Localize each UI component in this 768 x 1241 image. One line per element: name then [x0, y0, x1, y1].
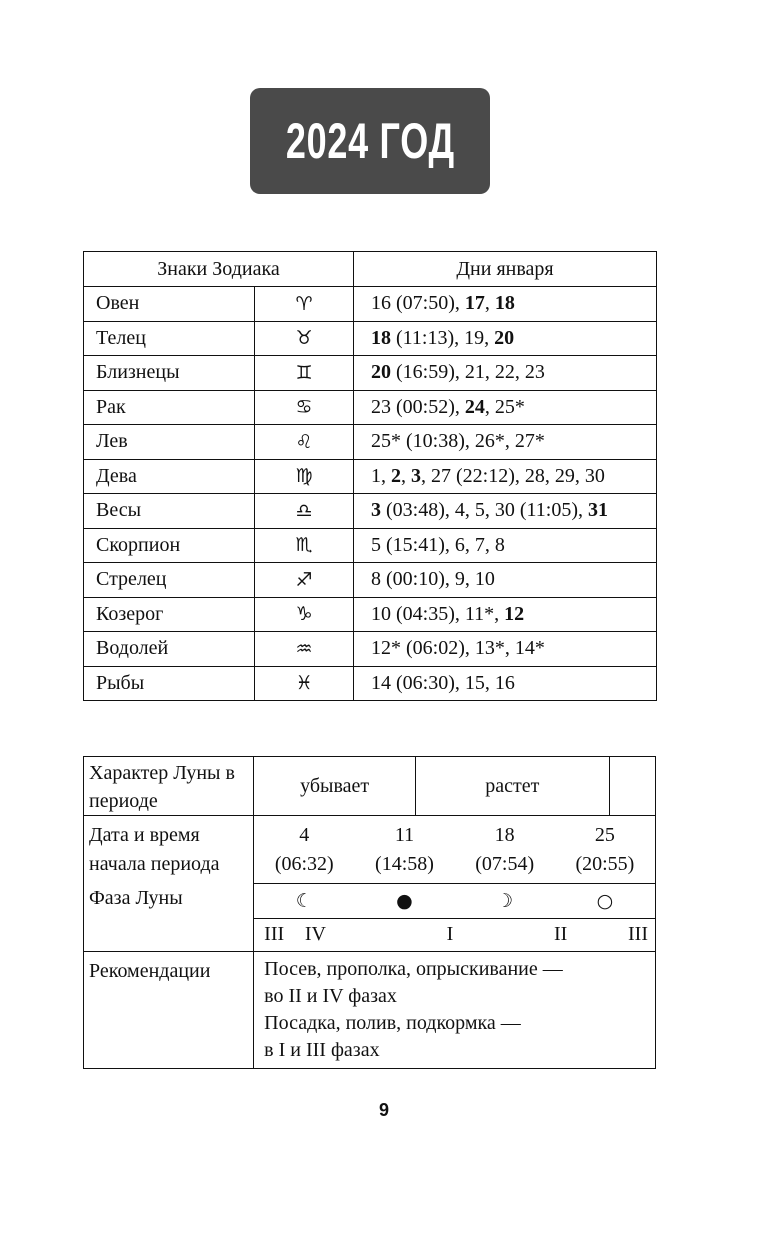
- day-text: , 25*: [484, 395, 525, 418]
- zodiac-sign-icon: ♓︎: [255, 666, 354, 701]
- zodiac-sign-icon: ♍︎: [255, 459, 354, 494]
- zodiac-row: [84, 425, 657, 460]
- zodiac-sign-icon: ♏︎: [255, 528, 354, 563]
- zodiac-days: [354, 494, 657, 529]
- day-text: 25* (10:38), 26*, 27*: [371, 430, 545, 453]
- period-dates-cell: [254, 816, 656, 884]
- recommendation-line: во II и IV фазах: [264, 985, 397, 1007]
- zodiac-sign-icon: ♊︎: [255, 356, 354, 391]
- zodiac-days: [354, 528, 657, 563]
- zodiac-days: [354, 425, 657, 460]
- zodiac-days: [354, 597, 657, 632]
- zodiac-header-row: [84, 252, 657, 287]
- zodiac-sign-name: Водолей: [84, 632, 255, 667]
- zodiac-sign-name: Весы: [84, 494, 255, 529]
- january-days-header: Дни января: [354, 252, 657, 287]
- zodiac-row: [84, 666, 657, 701]
- waxing-crescent-icon: ☽︎: [496, 889, 514, 912]
- moon-phase-cell: [254, 884, 656, 919]
- zodiac-days: [354, 356, 657, 391]
- period-date: 4 (06:32): [274, 824, 334, 875]
- zodiac-days: [354, 390, 657, 425]
- waning-cell: убывает: [254, 757, 416, 816]
- recommendation-line: Посев, прополка, опрыскивание —: [264, 958, 563, 980]
- zodiac-sign-icon: ♈︎: [255, 287, 354, 322]
- zodiac-row: [84, 494, 657, 529]
- quarter-label: II: [554, 923, 568, 945]
- moon-phase-label: Фаза Луны: [89, 887, 183, 909]
- day-text: 23 (00:52),: [371, 395, 465, 418]
- day-text: ,: [401, 464, 411, 487]
- waxing-cell: растет: [416, 757, 609, 816]
- favorable-day: 3: [371, 499, 381, 522]
- waning-crescent-icon: ☾︎: [295, 889, 313, 912]
- zodiac-days: [354, 563, 657, 598]
- favorable-day: 3: [411, 464, 421, 487]
- moon-character-label: Характер Луны в периоде: [84, 757, 254, 816]
- zodiac-sign-name: Дева: [84, 459, 255, 494]
- quarter-label: IV: [304, 923, 326, 945]
- favorable-day: 12: [504, 602, 525, 625]
- moon-dates-row: [84, 816, 656, 884]
- favorable-day: 17: [464, 292, 485, 315]
- favorable-day: 18: [494, 292, 515, 315]
- quarters-cell: [254, 919, 656, 952]
- zodiac-row: [84, 597, 657, 632]
- zodiac-days: [354, 459, 657, 494]
- day-text: 8 (00:10), 9, 10: [371, 568, 495, 591]
- day-text: 5 (15:41), 6, 7, 8: [371, 533, 505, 556]
- zodiac-row: [84, 459, 657, 494]
- recommendation-line: в I и III фазах: [264, 1039, 380, 1061]
- zodiac-sign-icon: ♒︎: [255, 632, 354, 667]
- zodiac-row: [84, 356, 657, 391]
- page-title: 2024 ГОД: [285, 113, 455, 169]
- moon-dates-label-cell: [84, 816, 254, 952]
- favorable-day: 20: [371, 361, 391, 384]
- favorable-day: 24: [464, 395, 485, 418]
- day-text: (11:13), 19,: [391, 326, 495, 349]
- day-text: (16:59), 21, 22, 23: [391, 361, 545, 384]
- day-text: 1,: [371, 464, 391, 487]
- period-date: 25 (20:55): [575, 824, 635, 875]
- recommendations-row: [84, 952, 656, 1069]
- recommendation-line: Посадка, полив, подкормка —: [264, 1012, 521, 1034]
- favorable-day: 18: [371, 326, 391, 349]
- period-date: 11 (14:58): [375, 824, 434, 875]
- favorable-day: 31: [588, 499, 609, 522]
- zodiac-sign-icon: ♌︎: [255, 425, 354, 460]
- zodiac-signs-header: Знаки Зодиака: [84, 252, 354, 287]
- zodiac-sign-name: Рак: [84, 390, 255, 425]
- day-text: 16 (07:50),: [371, 292, 465, 315]
- favorable-day: 20: [494, 326, 515, 349]
- zodiac-sign-icon: ♎︎: [255, 494, 354, 529]
- zodiac-row: [84, 390, 657, 425]
- quarter-label: I: [446, 923, 454, 945]
- full-moon-icon: ○: [596, 889, 614, 912]
- day-text: (03:48), 4, 5, 30 (11:05),: [381, 499, 589, 522]
- zodiac-row: [84, 528, 657, 563]
- zodiac-sign-icon: ♐︎: [255, 563, 354, 598]
- year-title-box: [250, 88, 490, 194]
- zodiac-sign-icon: ♋︎: [255, 390, 354, 425]
- day-text: 14 (06:30), 15, 16: [371, 671, 515, 694]
- recommendations-label: Рекомендации: [84, 952, 254, 1069]
- empty-cell: [609, 757, 656, 816]
- new-moon-icon: ●: [396, 889, 413, 912]
- zodiac-sign-icon: ♑︎: [255, 597, 354, 632]
- day-text: 12* (06:02), 13*, 14*: [371, 637, 545, 660]
- zodiac-days: [354, 666, 657, 701]
- page-number: 9: [378, 1100, 389, 1120]
- favorable-day: 2: [391, 464, 401, 487]
- zodiac-table-body: [84, 287, 657, 701]
- zodiac-sign-name: Козерог: [84, 597, 255, 632]
- quarter-label: III: [264, 923, 285, 945]
- zodiac-sign-name: Рыбы: [84, 666, 255, 701]
- zodiac-row: [84, 563, 657, 598]
- moon-character-row: [84, 757, 656, 816]
- zodiac-table: [83, 251, 657, 701]
- zodiac-row: [84, 287, 657, 322]
- zodiac-row: [84, 632, 657, 667]
- zodiac-days: [354, 321, 657, 356]
- zodiac-sign-name: Стрелец: [84, 563, 255, 598]
- zodiac-days: [354, 287, 657, 322]
- zodiac-sign-name: Телец: [84, 321, 255, 356]
- zodiac-sign-icon: ♉︎: [255, 321, 354, 356]
- day-text: ,: [484, 292, 495, 315]
- day-text: , 27 (22:12), 28, 29, 30: [421, 464, 605, 487]
- zodiac-sign-name: Скорпион: [84, 528, 255, 563]
- zodiac-sign-name: Лев: [84, 425, 255, 460]
- day-text: 10 (04:35), 11*,: [371, 602, 505, 625]
- zodiac-sign-name: Близнецы: [84, 356, 255, 391]
- quarter-label: III: [628, 923, 648, 945]
- zodiac-row: [84, 321, 657, 356]
- recommendations-cell: [254, 952, 656, 1069]
- zodiac-sign-name: Овен: [84, 287, 255, 322]
- moon-table: [83, 756, 656, 1069]
- period-date: 18 (07:54): [475, 824, 535, 875]
- zodiac-days: [354, 632, 657, 667]
- moon-dates-label: Дата и время начала периода: [89, 824, 220, 875]
